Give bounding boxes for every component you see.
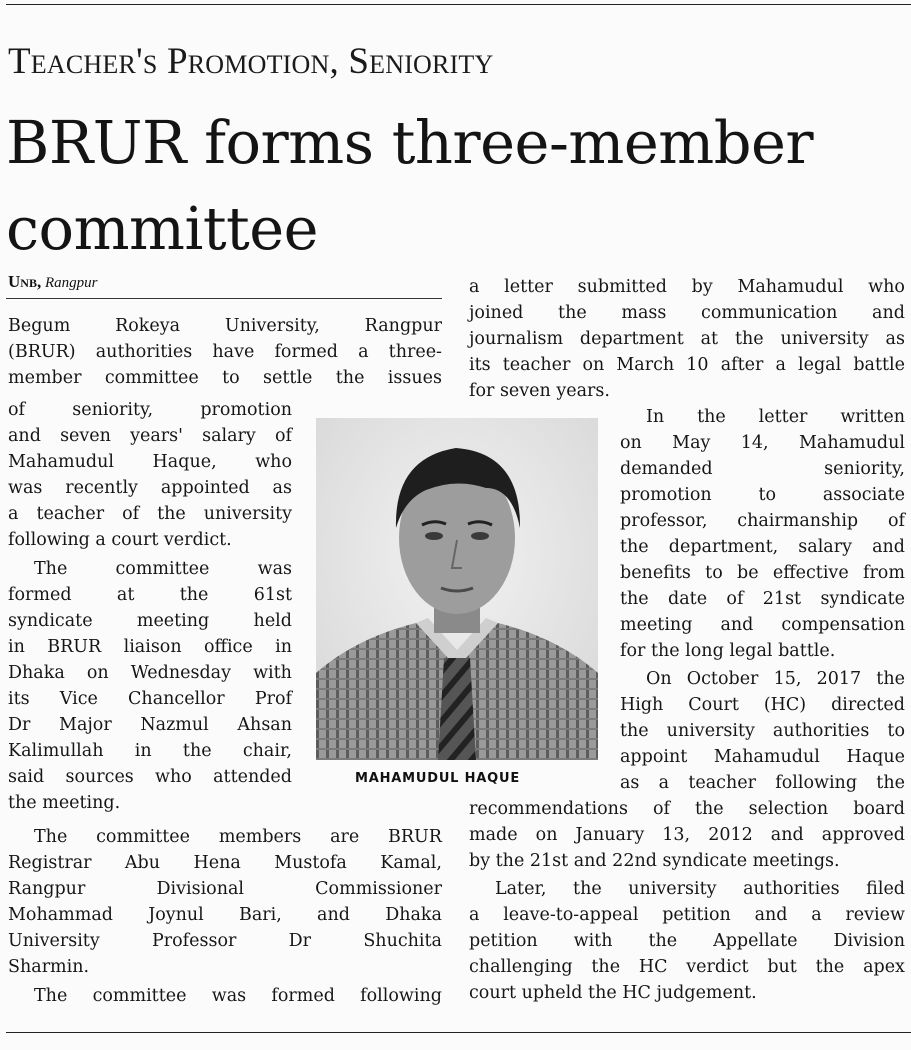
article-line: was recently appointed as	[8, 478, 292, 498]
article-line: Later, the university authorities filed	[495, 879, 905, 899]
article-line: its Vice Chancellor Prof	[8, 689, 292, 709]
article-line: of seniority, promotion	[8, 400, 292, 420]
article-line: for the long legal battle.	[620, 641, 836, 661]
article-line: the meeting.	[8, 793, 121, 813]
photo-caption: MAHAMUDUL HAQUE	[355, 771, 521, 786]
byline-agency: Unb,	[8, 272, 42, 291]
article-line: The committee members are BRUR	[34, 827, 442, 847]
byline	[8, 272, 97, 292]
article-line: its teacher on March 10 after a legal battle	[469, 355, 905, 375]
article-line: the university authorities to	[620, 721, 905, 741]
article-line: petition with the Appellate Division	[469, 931, 905, 951]
article-line: the date of 21st syndicate	[620, 589, 905, 609]
byline-rule	[6, 298, 442, 299]
article-line: said sources who attended	[8, 767, 292, 787]
article-line: challenging the HC verdict but the apex	[469, 957, 905, 977]
article-line: Mohammad Joynul Bari, and Dhaka	[8, 905, 442, 925]
article-line: On October 15, 2017 the	[646, 669, 905, 689]
author-photo	[316, 418, 598, 760]
article-line: professor, chairmanship of	[620, 511, 905, 531]
article-line: court upheld the HC judgement.	[469, 983, 757, 1003]
article-line: University Professor Dr Shuchita	[8, 931, 442, 951]
article-line: as a teacher following the	[620, 773, 905, 793]
article-line: High Court (HC) directed	[620, 695, 905, 715]
article-line: Kalimullah in the chair,	[8, 741, 292, 761]
top-rule	[6, 4, 911, 5]
article-line: a leave-to-appeal petition and a review	[469, 905, 905, 925]
article-line: (BRUR) authorities have formed a three-	[8, 342, 442, 362]
article-line: in BRUR liaison office in	[8, 637, 292, 657]
article-line: for seven years.	[469, 381, 610, 401]
article-line: on May 14, Mahamudul	[620, 433, 905, 453]
article-line: and seven years' salary of	[8, 426, 292, 446]
byline-location: Rangpur	[44, 275, 98, 291]
article-line: appoint Mahamudul Haque	[620, 747, 905, 767]
article-line: syndicate meeting held	[8, 611, 292, 631]
article-line: member committee to settle the issues	[8, 368, 442, 388]
article-line: The committee was	[34, 559, 292, 579]
article-line: journalism department at the university as	[469, 329, 905, 349]
article-line: benefits to be effective from	[620, 563, 905, 583]
article-line: Sharmin.	[8, 957, 90, 977]
article-line: Registrar Abu Hena Mustofa Kamal,	[8, 853, 442, 873]
article-headline: BRUR forms three-member committee	[6, 108, 814, 263]
article-line: The committee was formed following	[34, 986, 442, 1006]
article-line: following a court verdict.	[8, 530, 232, 550]
article-line: by the 21st and 22nd syndicate meetings.	[469, 851, 840, 871]
article-line: a letter submitted by Mahamudul who	[469, 277, 905, 297]
portrait-image	[316, 418, 598, 760]
article-line: recommendations of the selection board	[469, 799, 905, 819]
article-line: Rangpur Divisional Commissioner	[8, 879, 442, 899]
article-line: the department, salary and	[620, 537, 905, 557]
article-line: In the letter written	[646, 407, 905, 427]
article-line: a teacher of the university	[8, 504, 292, 524]
article-line: meeting and compensation	[620, 615, 905, 635]
article-line: Dhaka on Wednesday with	[8, 663, 292, 683]
article-line: Dr Major Nazmul Ahsan	[8, 715, 292, 735]
article-line: Mahamudul Haque, who	[8, 452, 292, 472]
article-line: formed at the 61st	[8, 585, 292, 605]
article-line: demanded seniority,	[620, 459, 905, 479]
article-line: joined the mass communication and	[469, 303, 905, 323]
article-line: Begum Rokeya University, Rangpur	[8, 316, 442, 336]
bottom-rule	[6, 1032, 911, 1033]
article-kicker: Teacher's Promotion, Seniority	[8, 41, 494, 82]
article-line: made on January 13, 2012 and approved	[469, 825, 905, 845]
article-line: promotion to associate	[620, 485, 905, 505]
